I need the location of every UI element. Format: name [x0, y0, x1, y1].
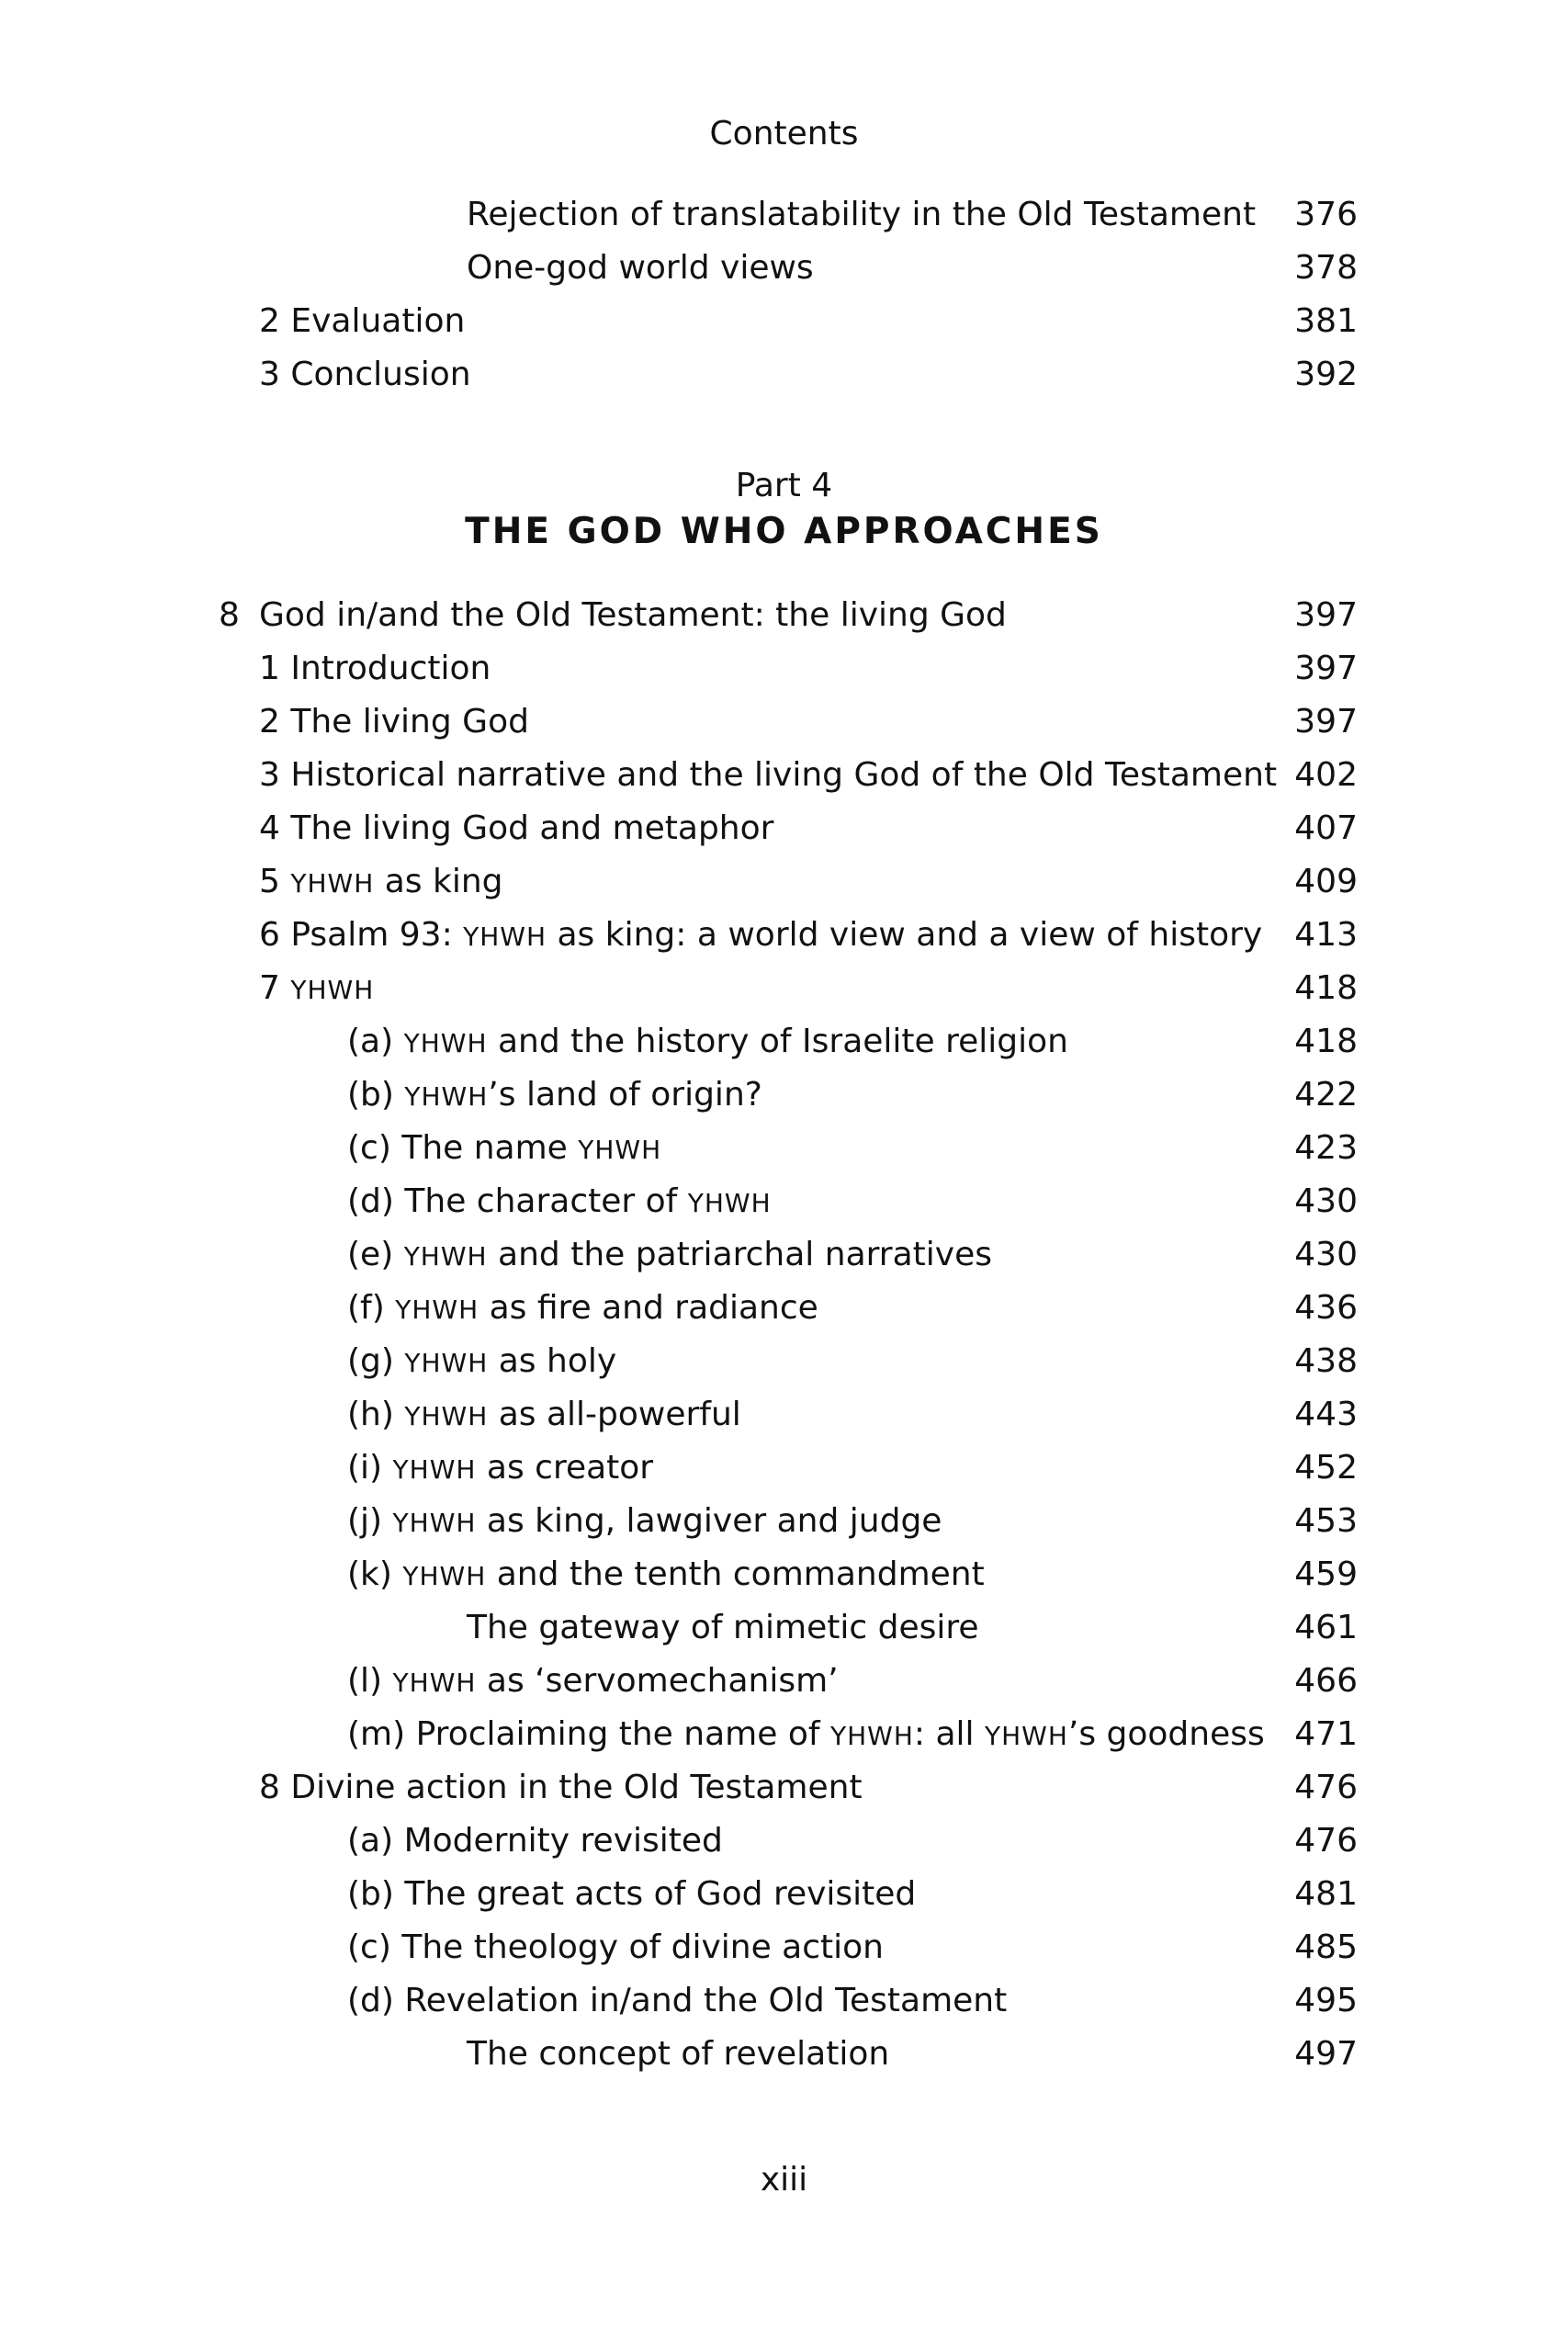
- toc-entry-title: [347, 1974, 1007, 2030]
- toc-entry-page: 452: [1294, 1449, 1358, 1487]
- toc-entry-text: and the patriarchal narratives: [487, 1236, 992, 1273]
- toc-entry-page: 476: [1294, 1822, 1358, 1860]
- toc-entry-page: 485: [1294, 1928, 1358, 1966]
- toc-entry-title: [259, 642, 491, 697]
- toc-entry: [347, 1868, 1358, 1921]
- toc-entry-text: as ‘servomechanism’: [476, 1662, 839, 1700]
- divine-name-smallcaps: YHWH: [984, 1721, 1068, 1751]
- toc-entry-title: [347, 1122, 661, 1177]
- toc-entry: [259, 855, 1358, 909]
- chapter-page: 397: [1294, 596, 1358, 634]
- toc-entry-title: 3 Conclusion: [259, 356, 471, 393]
- toc-entry-text: as king: [374, 863, 503, 900]
- part-title: THE GOD WHO APPROACHES: [465, 511, 1103, 552]
- toc-entry: [347, 1175, 1358, 1228]
- divine-name-smallcaps: YHWH: [403, 1241, 488, 1272]
- toc-entry-text: (f): [347, 1289, 396, 1327]
- toc-entry-text: 3 Historical narrative and the living God of the Old Testament: [259, 756, 1278, 794]
- toc-entry-title: [347, 1069, 762, 1124]
- toc-entry-text: ’s land of origin?: [488, 1076, 762, 1114]
- toc-entry: [259, 909, 1358, 962]
- toc-entry: [259, 749, 1358, 802]
- toc-entry: [467, 1601, 1358, 1655]
- toc-entry-page: 430: [1294, 1236, 1358, 1273]
- divine-name-smallcaps: YHWH: [392, 1668, 477, 1698]
- toc-entry-text: and the tenth commandment: [486, 1555, 985, 1593]
- divine-name-smallcaps: YHWH: [290, 868, 375, 899]
- toc-entry-text: 7: [259, 969, 291, 1007]
- toc-entry: [347, 1388, 1358, 1442]
- toc-entry-text: (j): [347, 1502, 393, 1540]
- toc-entry-title: [259, 749, 1277, 804]
- toc-entry: [467, 2028, 1358, 2081]
- toc-entry-page: 378: [1294, 249, 1358, 287]
- divine-name-smallcaps: YHWH: [395, 1295, 479, 1325]
- toc-entry-page: 376: [1294, 196, 1358, 233]
- toc-entry-page: 430: [1294, 1182, 1358, 1220]
- toc-entry: [347, 1815, 1358, 1868]
- toc-entry-text: as king, lawgiver and judge: [476, 1502, 942, 1540]
- toc-entry: [347, 1921, 1358, 1974]
- toc-entry-title: [347, 1548, 985, 1603]
- toc-entry-page: 461: [1294, 1609, 1358, 1646]
- toc-entry-page: 397: [1294, 650, 1358, 687]
- toc-entry-text: (c) The name: [347, 1129, 579, 1167]
- toc-entry-page: 459: [1294, 1555, 1358, 1593]
- toc-entry-title: [347, 1708, 1265, 1763]
- toc-entry-title: [467, 2028, 889, 2083]
- toc-entry: [347, 1442, 1358, 1495]
- toc-entry-text: and the history of Israelite religion: [487, 1023, 1068, 1060]
- toc-entry: [347, 1282, 1358, 1335]
- toc-entry-page: 443: [1294, 1396, 1358, 1433]
- toc-entry: [259, 348, 1358, 401]
- divine-name-smallcaps: YHWH: [829, 1721, 914, 1751]
- divine-name-smallcaps: YHWH: [403, 1028, 488, 1058]
- toc-entry-page: 476: [1294, 1769, 1358, 1806]
- toc-entry-title: Rejection of translatability in the Old Testament: [467, 196, 1257, 233]
- toc-entry-text: The concept of revelation: [467, 2035, 890, 2073]
- toc-entry: [259, 642, 1358, 695]
- toc-entry-page: 453: [1294, 1502, 1358, 1540]
- toc-entry-text: : all: [913, 1715, 985, 1753]
- toc-entry-title: 2 Evaluation: [259, 302, 466, 340]
- toc-entry-title: [347, 1228, 992, 1283]
- toc-entry-text: 5: [259, 863, 291, 900]
- toc-entry-page: 471: [1294, 1715, 1358, 1753]
- toc-entry-text: (b): [347, 1076, 405, 1114]
- toc-entry-text: (b) The great acts of God revisited: [347, 1875, 917, 1913]
- toc-entry: [259, 695, 1358, 749]
- divine-name-smallcaps: YHWH: [687, 1188, 772, 1218]
- toc-entry-text: (h): [347, 1396, 405, 1433]
- toc-entry: [259, 295, 1358, 348]
- toc-entry-text: (k): [347, 1555, 403, 1593]
- toc-entry-page: 392: [1294, 356, 1358, 393]
- toc-entry-text: as creator: [476, 1449, 654, 1487]
- divine-name-smallcaps: YHWH: [404, 1401, 489, 1431]
- toc-entry: [347, 1548, 1358, 1601]
- toc-entry: [347, 1069, 1358, 1122]
- toc-entry-title: [467, 1601, 979, 1657]
- divine-name-smallcaps: YHWH: [404, 1081, 489, 1112]
- toc-entry-page: 402: [1294, 756, 1358, 794]
- toc-entry-page: 495: [1294, 1982, 1358, 2019]
- toc-entry-title: [259, 802, 773, 857]
- toc-entry-title: [347, 1175, 772, 1230]
- toc-entry-title: [259, 855, 503, 910]
- toc-entry: [467, 188, 1358, 242]
- toc-entry-text: (e): [347, 1236, 404, 1273]
- toc-entry-page: 481: [1294, 1875, 1358, 1913]
- toc-entry-text: as fire and radiance: [479, 1289, 818, 1327]
- toc-entry-title: [347, 1868, 916, 1923]
- toc-entry-text: (d) The character of: [347, 1182, 688, 1220]
- toc-entry-text: 1 Introduction: [259, 650, 491, 687]
- toc-entry-page: 413: [1294, 916, 1358, 954]
- divine-name-smallcaps: YHWH: [392, 1508, 477, 1538]
- toc-entry-title: [347, 1015, 1068, 1070]
- divine-name-smallcaps: YHWH: [392, 1454, 477, 1485]
- toc-entry: [347, 1655, 1358, 1708]
- toc-entry: [347, 1708, 1358, 1761]
- toc-entry-page: 436: [1294, 1289, 1358, 1327]
- part-label: Part 4: [735, 467, 833, 504]
- toc-entry-text: 8 Divine action in the Old Testament: [259, 1769, 863, 1806]
- toc-entry-page: 409: [1294, 863, 1358, 900]
- toc-entry-title: [347, 1388, 741, 1443]
- toc-entry-text: ’s goodness: [1067, 1715, 1265, 1753]
- toc-entry: [259, 962, 1358, 1015]
- toc-entry-title: [347, 1921, 884, 1976]
- toc-entry-text: (g): [347, 1342, 405, 1380]
- toc-entry-text: 6 Psalm 93:: [259, 916, 464, 954]
- running-head: Contents: [709, 115, 859, 153]
- toc-entry-title: [259, 909, 1262, 964]
- toc-entry-title: [259, 1761, 863, 1816]
- divine-name-smallcaps: YHWH: [463, 922, 547, 952]
- toc-entry-title: [347, 1815, 723, 1870]
- toc-entry-text: (c) The theology of divine action: [347, 1928, 884, 1966]
- toc-entry-text: 2 The living God: [259, 703, 529, 741]
- toc-entry-text: (m) Proclaiming the name of: [347, 1715, 830, 1753]
- toc-entry: [347, 1228, 1358, 1282]
- toc-entry-text: (a) Modernity revisited: [347, 1822, 723, 1860]
- toc-entry-text: (i): [347, 1449, 393, 1487]
- toc-entry-title: [347, 1335, 616, 1390]
- chapter-title: God in/and the Old Testament: the living God: [259, 596, 1007, 634]
- page-number: xiii: [760, 2161, 808, 2199]
- toc-entry-title: [347, 1442, 653, 1497]
- divine-name-smallcaps: YHWH: [404, 1348, 489, 1378]
- toc-entry: [347, 1495, 1358, 1548]
- toc-entry-page: 418: [1294, 969, 1358, 1007]
- toc-entry-page: 466: [1294, 1662, 1358, 1700]
- toc-entry-text: (l): [347, 1662, 393, 1700]
- chapter-number: 8: [219, 596, 240, 634]
- toc-entry-title: One-god world views: [467, 249, 814, 287]
- toc-entry-title: [347, 1282, 818, 1337]
- divine-name-smallcaps: YHWH: [578, 1135, 662, 1165]
- toc-entry-text: as holy: [488, 1342, 617, 1380]
- toc-entry-page: 422: [1294, 1076, 1358, 1114]
- toc-entry-page: 381: [1294, 302, 1358, 340]
- toc-entry-title: [347, 1495, 942, 1550]
- divine-name-smallcaps: YHWH: [402, 1561, 487, 1591]
- toc-entry-page: 407: [1294, 809, 1358, 847]
- toc-entry-text: The gateway of mimetic desire: [467, 1609, 979, 1646]
- toc-entry-text: (d) Revelation in/and the Old Testament: [347, 1982, 1008, 2019]
- toc-entry-title: [259, 695, 529, 751]
- toc-entry: [467, 242, 1358, 295]
- divine-name-smallcaps: YHWH: [290, 975, 375, 1005]
- toc-entry-text: as king: a world view and a view of history: [547, 916, 1263, 954]
- toc-entry-text: (a): [347, 1023, 404, 1060]
- toc-entry: [347, 1974, 1358, 2028]
- toc-entry-page: 438: [1294, 1342, 1358, 1380]
- toc-entry: [259, 1761, 1358, 1815]
- toc-entry: [347, 1335, 1358, 1388]
- toc-entry: [347, 1122, 1358, 1175]
- toc-entry: [347, 1015, 1358, 1069]
- toc-entry-page: 397: [1294, 703, 1358, 741]
- toc-entry-page: 418: [1294, 1023, 1358, 1060]
- toc-entry-title: [259, 962, 374, 1017]
- toc-entry-title: [347, 1655, 839, 1710]
- chapter-entry: [219, 589, 1358, 642]
- toc-entry-page: 497: [1294, 2035, 1358, 2073]
- toc-entry: [259, 802, 1358, 855]
- toc-entry-page: 423: [1294, 1129, 1358, 1167]
- toc-entry-text: 4 The living God and metaphor: [259, 809, 774, 847]
- toc-entry-text: as all-powerful: [488, 1396, 741, 1433]
